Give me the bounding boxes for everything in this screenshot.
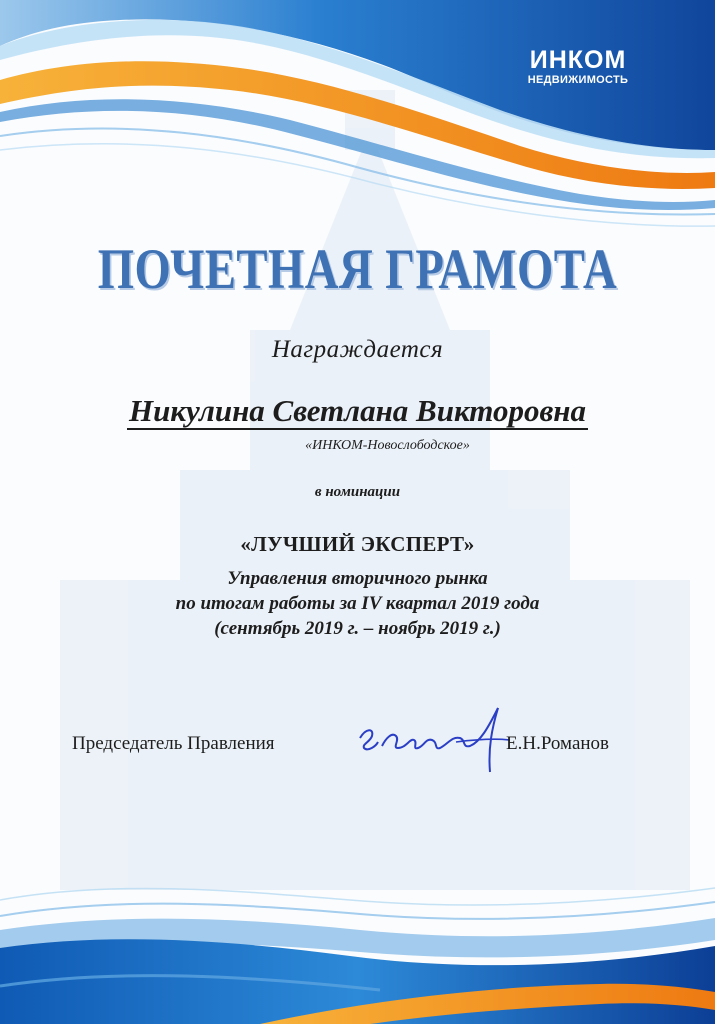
detail-line-3: (сентябрь 2019 г. – ноябрь 2019 г.) (214, 618, 501, 639)
detail-line-1: Управления вторичного рынка (227, 568, 488, 589)
bottom-wave-line (0, 888, 715, 905)
nomination-intro: в номинации (314, 484, 401, 500)
logo-subtitle: НЕДВИЖИМОСТЬ (527, 74, 629, 86)
recipient-name: Никулина Светлана Викторовна (128, 393, 587, 428)
awarded-label: Награждается (271, 336, 444, 363)
handwritten-signature (352, 698, 512, 778)
recipient-line (0, 393, 715, 429)
logo-name: ИНКОМ (529, 46, 627, 74)
signer-name: Е.Н.Романов (506, 733, 610, 754)
office-name: «ИНКОМ-Новослободское» (305, 438, 470, 453)
detail-line-2: по итогам работы за IV квартал 2019 года (175, 593, 540, 614)
signer-position: Председатель Правления (72, 733, 275, 754)
nomination-title: «ЛУЧШИЙ ЭКСПЕРТ» (240, 532, 475, 556)
company-logo (508, 46, 648, 87)
certificate-title: ПОЧЕТНАЯ ГРАМОТА (97, 238, 618, 301)
